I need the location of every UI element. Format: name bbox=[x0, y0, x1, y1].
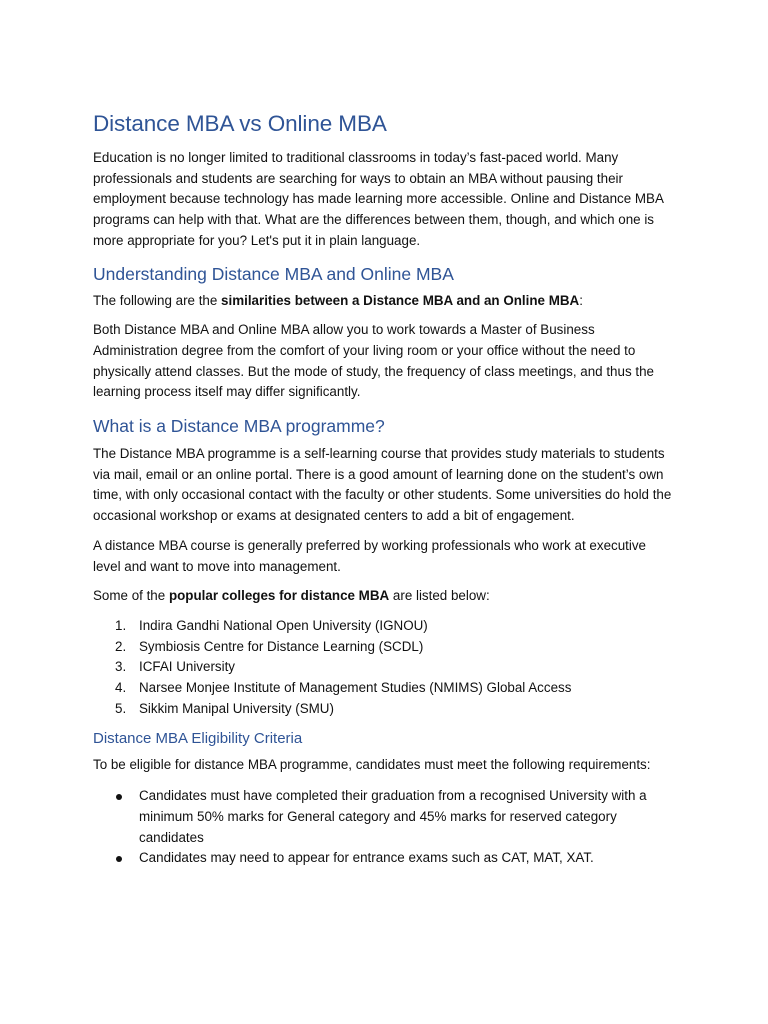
colleges-list bbox=[93, 616, 675, 720]
list-item-text: Candidates may need to appear for entrance exams such as CAT, MAT, XAT. bbox=[139, 850, 594, 866]
list-item bbox=[93, 657, 675, 678]
bullet-icon bbox=[116, 794, 122, 800]
colleges-lead-pre: Some of the bbox=[93, 588, 169, 604]
colleges-lead bbox=[93, 586, 675, 607]
similarities-lead bbox=[93, 291, 675, 312]
list-number: 3. bbox=[115, 659, 127, 675]
preferred-by-paragraph: A distance MBA course is generally preferred by working professionals who work at executive level and want to move into management. bbox=[93, 537, 647, 574]
list-item-text: Indira Gandhi National Open University (IGNOU) bbox=[139, 617, 428, 633]
list-item bbox=[93, 616, 675, 637]
colleges-lead-bold: popular colleges for distance MBA bbox=[168, 588, 390, 604]
list-item bbox=[93, 699, 675, 720]
list-number: 1. bbox=[115, 617, 127, 633]
similarities-paragraph: Both Distance MBA and Online MBA allow you to work towards a Master of Business Administration degree from the comfort of your living room or your office without the need to physically attend classes. But the mode of study, the frequency of class meetings, and thus the learning process itself may differ significantly. bbox=[93, 322, 654, 400]
intro-paragraph: Education is no longer limited to traditional classrooms in today’s fast-paced world. Many professionals and students are searching for ways to obtain an MBA without pausing their employment because technology has made learning more accessible. Online and Distance MBA programs can help with that. What are the differences between them, though, and which one is more appropriate for you? Let's put it in plain language. bbox=[93, 150, 664, 248]
colleges-lead-post: are listed below: bbox=[389, 588, 490, 604]
list-item bbox=[93, 637, 675, 658]
similarities-lead-bold: similarities between a Distance MBA and an Online MBA bbox=[221, 292, 580, 308]
document-page bbox=[93, 108, 675, 869]
section-heading-understanding: Understanding Distance MBA and Online MBA bbox=[93, 263, 454, 284]
eligibility-lead: To be eligible for distance MBA programme, candidates must meet the following requirements: bbox=[93, 757, 651, 773]
list-item-text: Symbiosis Centre for Distance Learning (SCDL) bbox=[139, 638, 424, 654]
section-heading-distance-mba: What is a Distance MBA programme? bbox=[93, 416, 385, 437]
section-heading-eligibility: Distance MBA Eligibility Criteria bbox=[93, 730, 303, 748]
document-title: Distance MBA vs Online MBA bbox=[93, 111, 387, 136]
eligibility-list bbox=[93, 786, 675, 869]
list-item-text: Candidates must have completed their graduation from a recognised University with a minimum 50% marks for General category and 45% marks for reserved category candidates bbox=[139, 788, 647, 845]
list-item-text: ICFAI University bbox=[139, 659, 235, 675]
list-item-text: Narsee Monjee Institute of Management Studies (NMIMS) Global Access bbox=[139, 680, 572, 696]
distance-mba-paragraph: The Distance MBA programme is a self-learning course that provides study materials to students via mail, email or an online portal. There is a good amount of learning done on the student’s own time, with only occasional contact with the faculty or other students. Some universities do hold the occasional workshop or exams at designated centers to add a bit of engagement. bbox=[93, 446, 672, 524]
list-item bbox=[93, 848, 675, 869]
list-number: 4. bbox=[115, 680, 127, 696]
similarities-lead-post: : bbox=[579, 292, 583, 308]
list-number: 2. bbox=[115, 638, 127, 654]
list-item bbox=[93, 786, 675, 848]
list-item bbox=[93, 678, 675, 699]
similarities-lead-pre: The following are the bbox=[93, 292, 222, 308]
bullet-icon bbox=[116, 856, 122, 862]
list-number: 5. bbox=[115, 700, 127, 716]
list-item-text: Sikkim Manipal University (SMU) bbox=[139, 700, 334, 716]
